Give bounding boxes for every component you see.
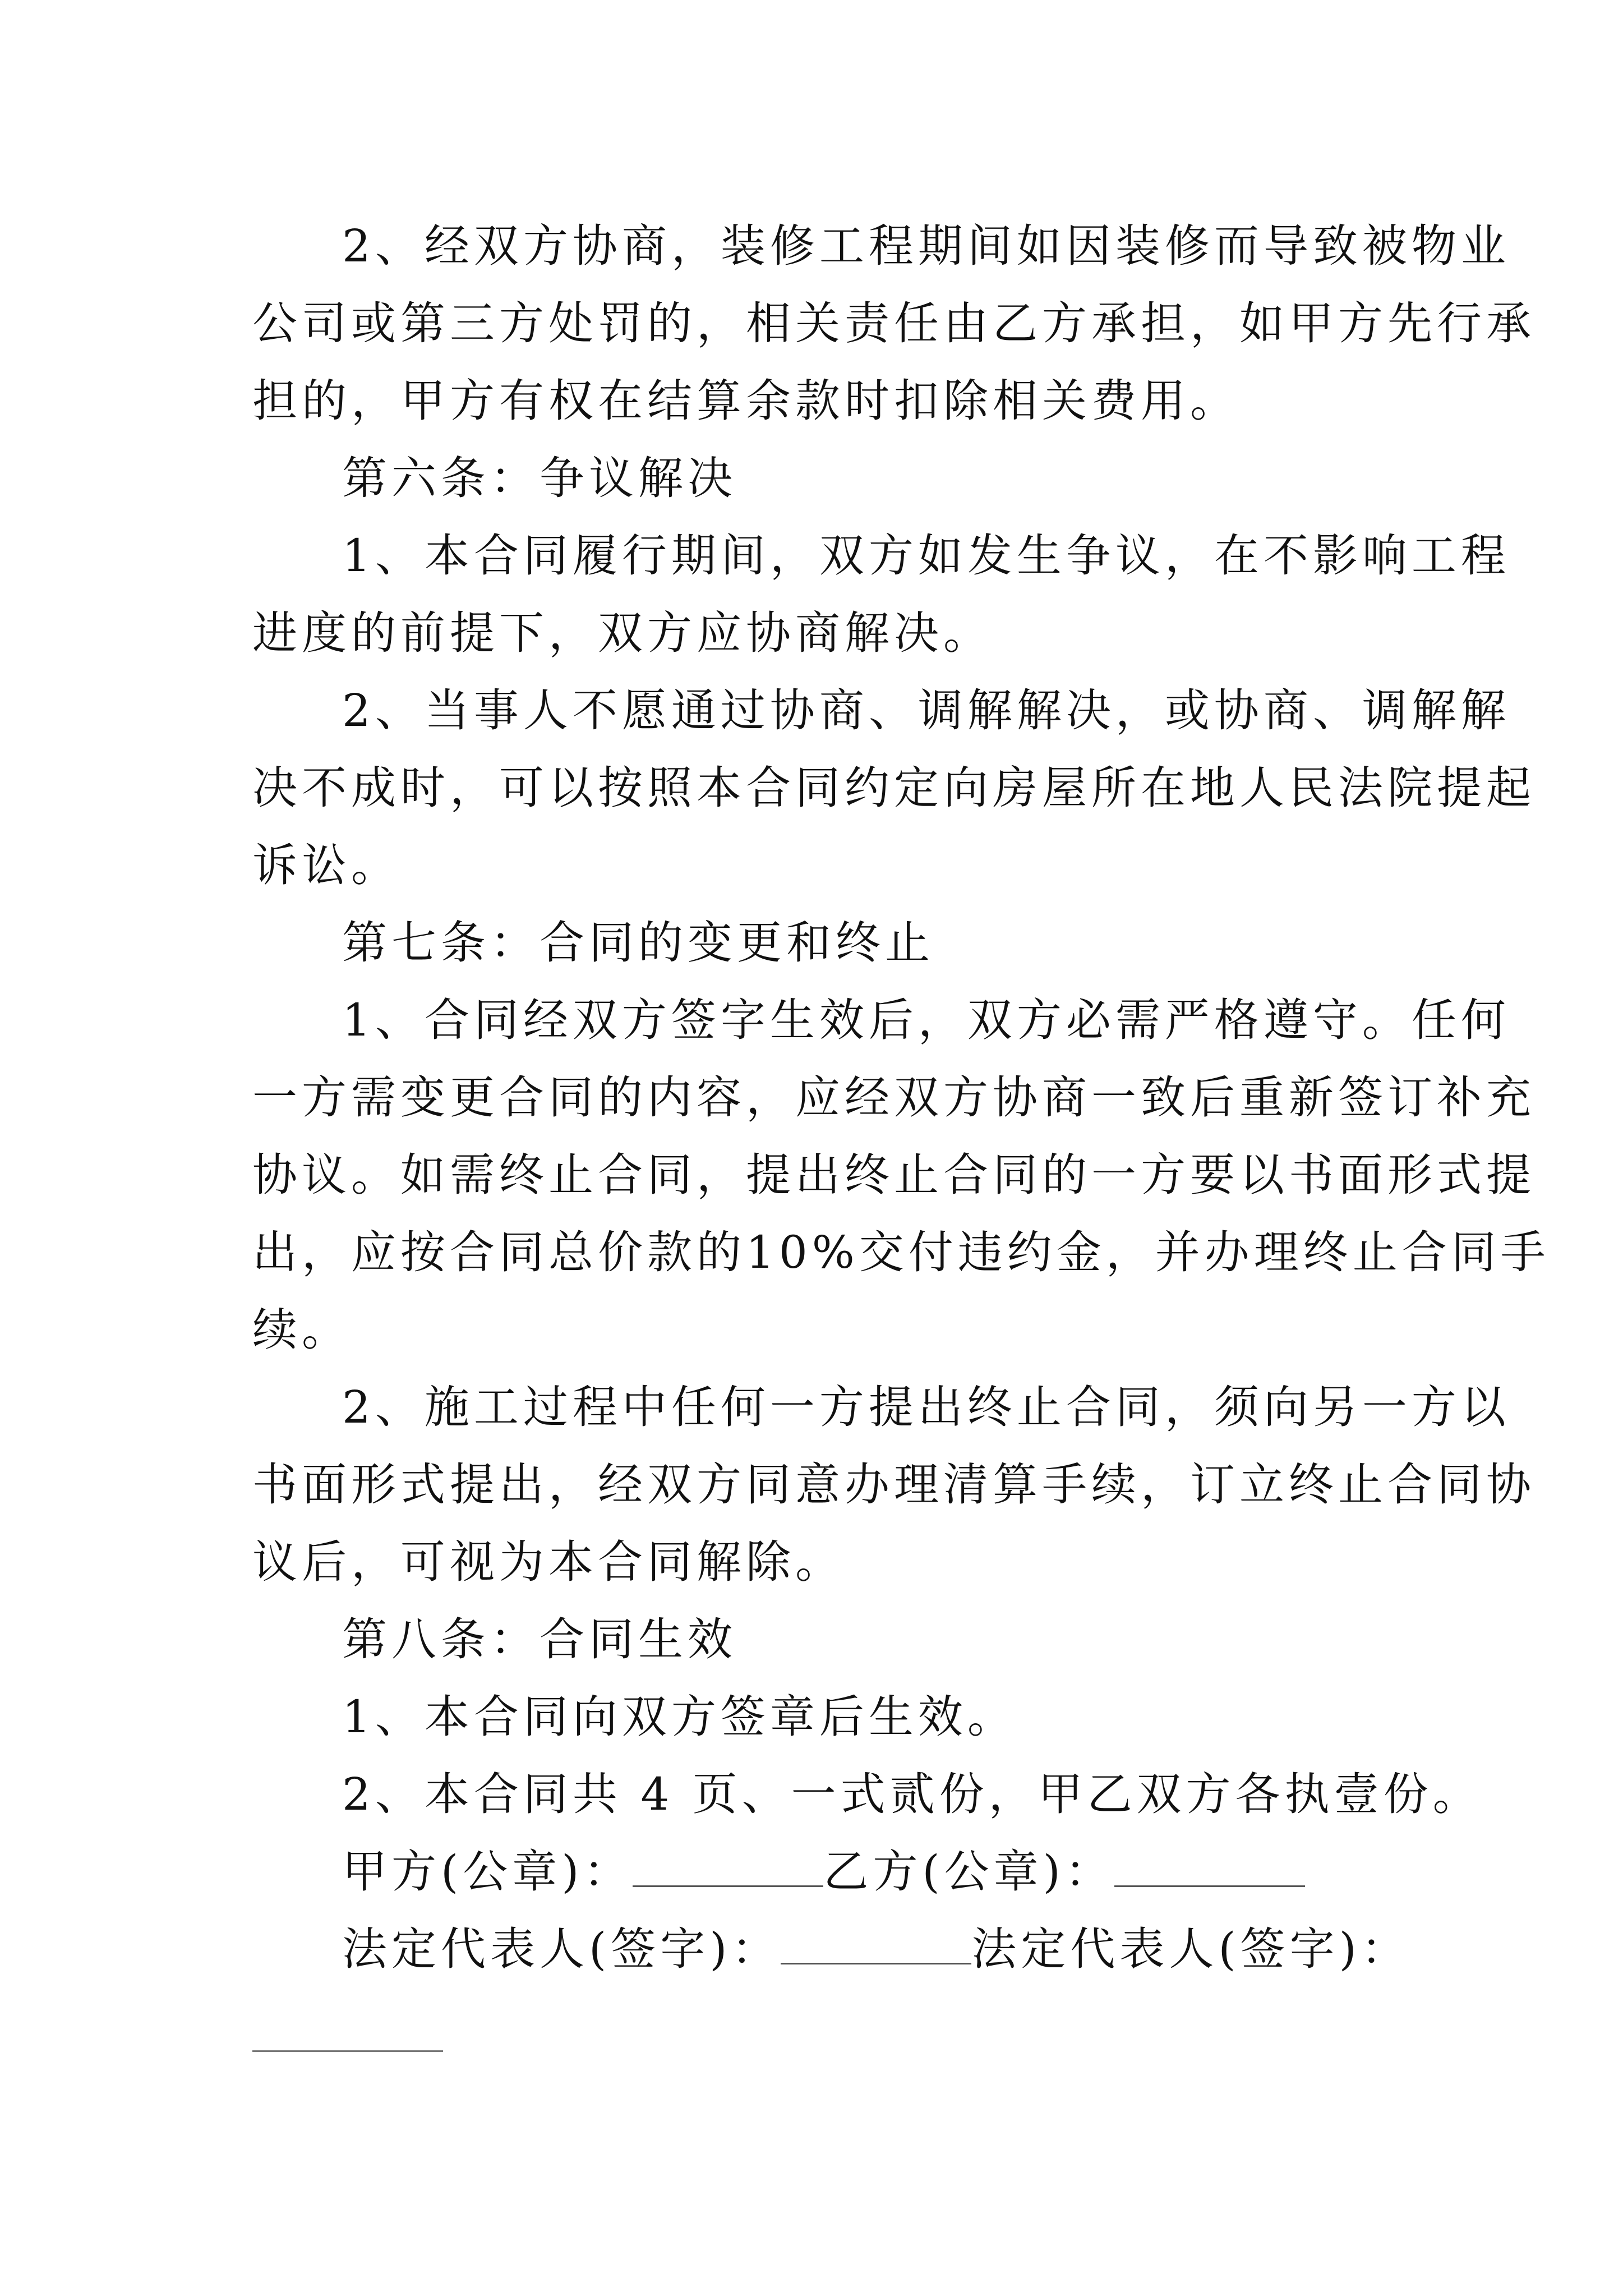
text-line: 1、合同经双方签字生效后，双方必需严格遵守。任何 [342,994,1510,1046]
party-b-seal-blank [1114,1880,1305,1887]
party-a-seal-blank [633,1880,823,1887]
article-heading [252,904,1385,982]
seal-row [252,1833,1385,1911]
clause-paragraph [252,1678,1385,1756]
party-b-seal-label: 乙方(公章)： [823,1846,1114,1898]
document-body [252,208,1550,1988]
text-line: 2、施工过程中任何一方提出终止合同，须向另一方以 [342,1381,1510,1433]
party-b-rep-label: 法定代表人(签字)： [971,1923,1410,1975]
footnote-separator [252,2050,443,2052]
text-line: 公司或第三方处罚的，相关责任由乙方承担，如甲方先行承 [252,297,1536,349]
text-line: 议后，可视为本合同解除。 [252,1536,845,1588]
clause-paragraph [252,1369,1536,1601]
party-a-rep-blank [781,1957,971,1964]
text-line: 一方需变更合同的内容，应经双方协商一致后重新签订补充 [252,1071,1536,1124]
text-line: 诉讼。 [252,839,400,891]
text-line: 2、当事人不愿通过协商、调解解决，或协商、调解解 [342,684,1510,737]
text-line: 书面形式提出，经双方同意办理清算手续，订立终止合同协 [252,1458,1536,1511]
text-line: 担的，甲方有权在结算余款时扣除相关费用。 [252,375,1239,427]
text-line: 进度的前提下，双方应协商解决。 [252,607,993,659]
clause-paragraph [252,672,1536,904]
representative-row [252,1911,1410,1988]
party-a-seal-label: 甲方(公章)： [342,1846,633,1898]
text-line: 2、本合同共 4 页、一式贰份，甲乙双方各执壹份。 [342,1768,1482,1820]
heading-text: 第六条：争议解决 [342,452,737,504]
party-a-rep-label: 法定代表人(签字)： [342,1923,781,1975]
text-line: 1、本合同向双方签章后生效。 [342,1691,1017,1743]
text-line: 出，应按合同总价款的10%交付违约金，并办理终止合同手 [252,1226,1550,1278]
text-line: 1、本合同履行期间，双方如发生争议，在不影响工程 [342,530,1510,582]
clause-paragraph [252,1756,1482,1833]
heading-text: 第八条：合同生效 [342,1613,737,1665]
text-line: 续。 [252,1304,351,1356]
clause-paragraph [252,982,1550,1369]
text-line: 决不成时，可以按照本合同约定向房屋所在地人民法院提起 [252,762,1536,814]
clause-paragraph [252,208,1536,440]
clause-paragraph [252,517,1510,672]
article-heading [252,440,1385,517]
article-heading [252,1601,1385,1678]
heading-text: 第七条：合同的变更和终止 [342,917,934,969]
text-line: 2、经双方协商，装修工程期间如因装修而导致被物业 [342,220,1510,272]
text-line: 协议。如需终止合同，提出终止合同的一方要以书面形式提 [252,1149,1536,1201]
